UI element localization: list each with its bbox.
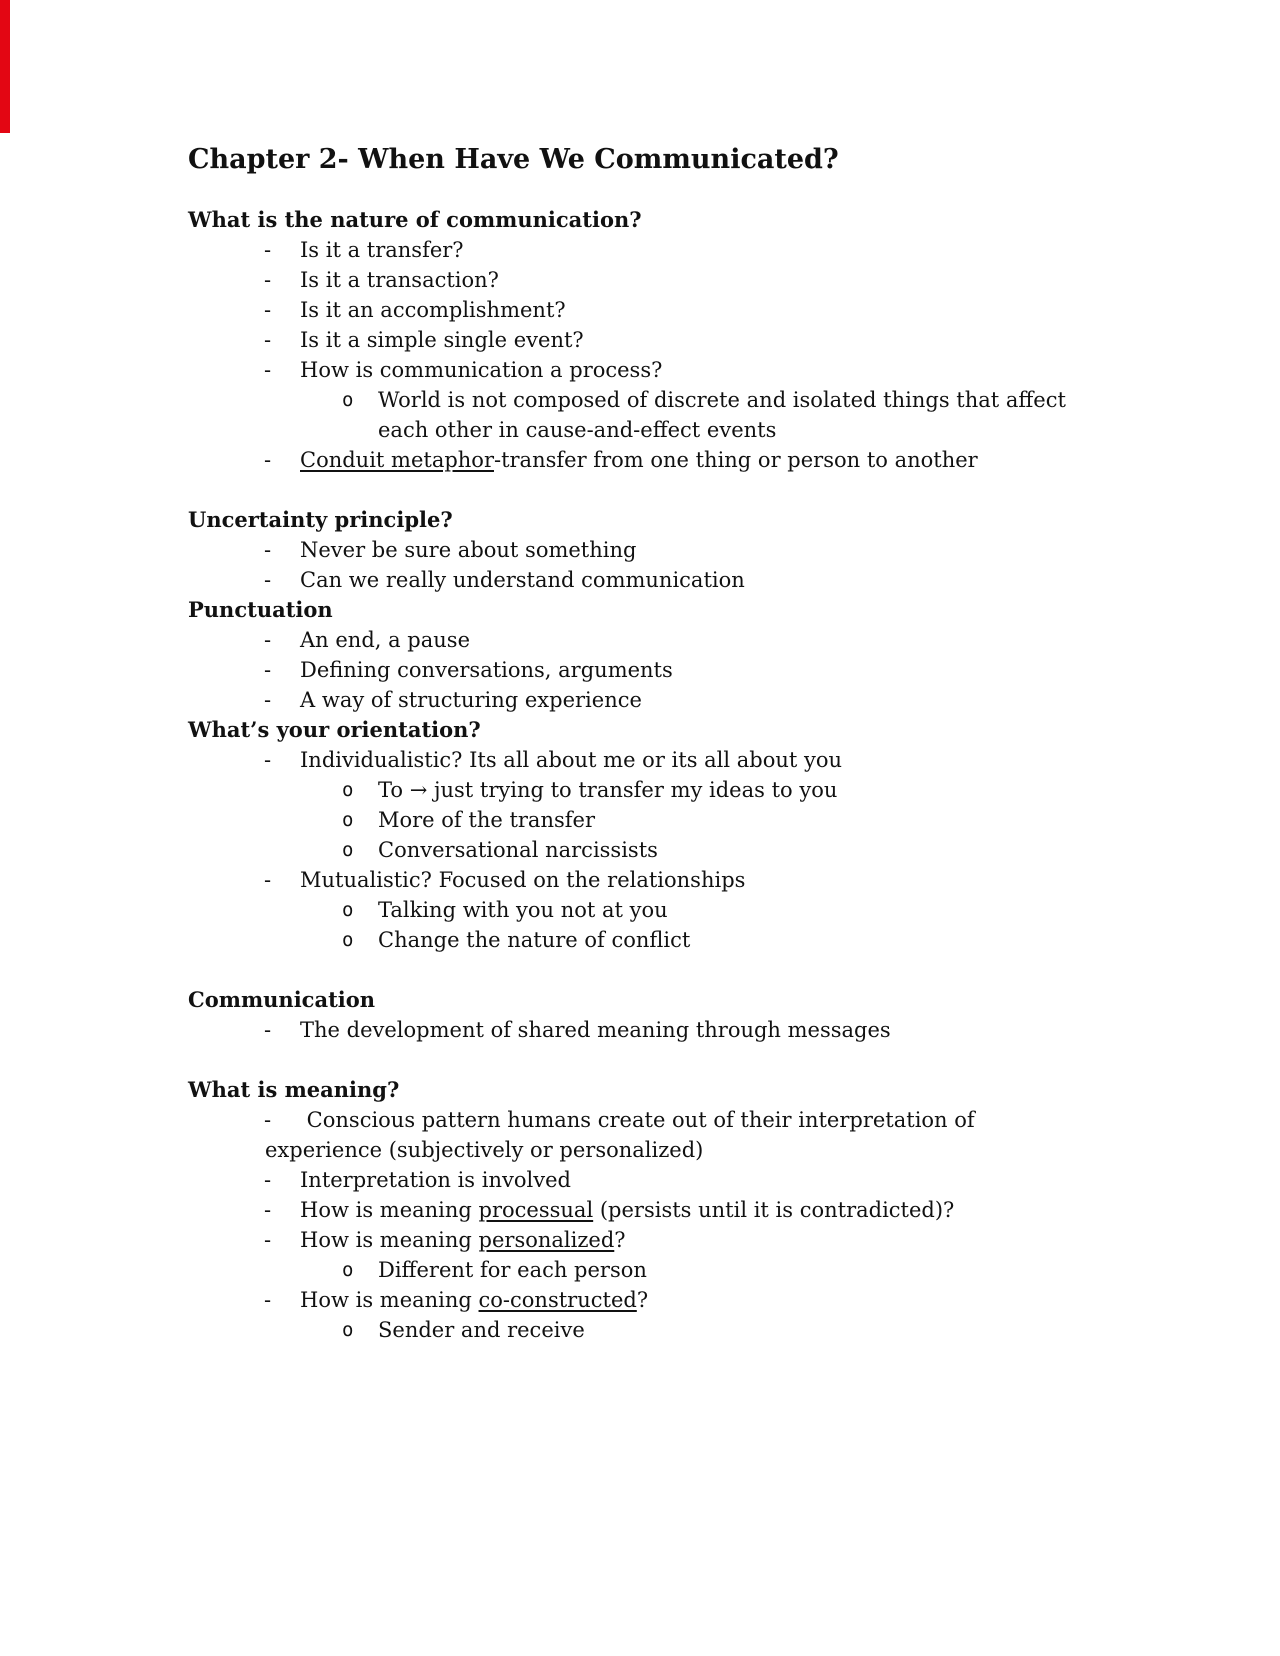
text-run: More of the transfer bbox=[378, 808, 595, 832]
text-run: Never be sure about something bbox=[300, 538, 637, 562]
sub-bullet-item bbox=[188, 1255, 1208, 1285]
text-run: Uncertainty principle? bbox=[188, 507, 453, 532]
blank-line bbox=[188, 475, 1208, 505]
text-run: Talking with you not at you bbox=[378, 898, 668, 922]
text-run: Conduit metaphor bbox=[300, 448, 494, 472]
o-bullet-marker: o bbox=[342, 839, 354, 861]
text-run: Individualistic? Its all about me or its all about you bbox=[300, 748, 843, 772]
o-bullet-marker: o bbox=[342, 1259, 354, 1281]
bullet-item bbox=[188, 1225, 1208, 1255]
dash-bullet-marker: - bbox=[264, 868, 272, 892]
text-run: processual bbox=[478, 1198, 594, 1222]
text-run: each other in cause-and-effect events bbox=[378, 418, 777, 442]
text-run: How is meaning bbox=[300, 1228, 479, 1252]
sub-bullet-item bbox=[188, 775, 1208, 805]
dash-bullet-marker: - bbox=[264, 688, 272, 712]
blank-line bbox=[188, 955, 1208, 985]
dash-bullet-marker: - bbox=[264, 568, 272, 592]
text-run: Interpretation is involved bbox=[300, 1168, 571, 1192]
bullet-item bbox=[188, 265, 1208, 295]
doc-title bbox=[188, 145, 1208, 175]
dash-bullet-marker: - bbox=[264, 448, 272, 472]
bullet-item bbox=[188, 535, 1208, 565]
blank-line bbox=[188, 175, 1208, 205]
text-run: personalized bbox=[478, 1228, 615, 1252]
dash-bullet-marker: - bbox=[264, 658, 272, 682]
text-run: What is the nature of communication? bbox=[188, 207, 642, 232]
sub-bullet-item bbox=[188, 835, 1208, 865]
bullet-item bbox=[188, 235, 1208, 265]
bullet-item bbox=[188, 865, 1208, 895]
bullet-item bbox=[188, 1015, 1208, 1045]
text-run: Sender and receive bbox=[378, 1318, 585, 1342]
bullet-item bbox=[188, 745, 1208, 775]
text-run: Mutualistic? Focused on the relationships bbox=[300, 868, 746, 892]
bullet-item bbox=[188, 1105, 1208, 1135]
text-run: Is it a transaction? bbox=[300, 268, 499, 292]
text-run: ? bbox=[636, 1288, 649, 1312]
text-run: Is it a transfer? bbox=[300, 238, 464, 262]
o-bullet-marker: o bbox=[342, 389, 354, 411]
text-run: Defining conversations, arguments bbox=[300, 658, 673, 682]
red-bookmark-ribbon bbox=[0, 0, 10, 133]
dash-bullet-marker: - bbox=[264, 1198, 272, 1222]
text-run: Change the nature of conflict bbox=[378, 928, 691, 952]
text-run: Punctuation bbox=[188, 597, 333, 622]
bullet-item bbox=[188, 655, 1208, 685]
text-run: How is meaning bbox=[300, 1198, 479, 1222]
dash-bullet-marker: - bbox=[264, 1288, 272, 1312]
text-run: experience (subjectively or personalized) bbox=[265, 1138, 704, 1162]
sub-bullet-item bbox=[188, 385, 1208, 415]
text-run: (persists until it is contradicted)? bbox=[593, 1198, 955, 1222]
dash-bullet-marker: - bbox=[264, 268, 272, 292]
continuation-line bbox=[188, 1135, 1208, 1165]
bullet-item bbox=[188, 1195, 1208, 1225]
section-heading bbox=[188, 595, 1208, 625]
bullet-item bbox=[188, 685, 1208, 715]
dash-bullet-marker: - bbox=[264, 1108, 272, 1132]
bullet-item bbox=[188, 565, 1208, 595]
dash-bullet-marker: - bbox=[264, 358, 272, 382]
sub-bullet-item bbox=[188, 805, 1208, 835]
text-run: The development of shared meaning through messages bbox=[300, 1018, 891, 1042]
section-heading bbox=[188, 1075, 1208, 1105]
bullet-item bbox=[188, 295, 1208, 325]
text-run: What’s your orientation? bbox=[188, 717, 481, 742]
text-run: Is it a simple single event? bbox=[300, 328, 584, 352]
dash-bullet-marker: - bbox=[264, 1168, 272, 1192]
dash-bullet-marker: - bbox=[264, 1228, 272, 1252]
text-run: Is it an accomplishment? bbox=[300, 298, 566, 322]
dash-bullet-marker: - bbox=[264, 238, 272, 262]
bullet-item bbox=[188, 355, 1208, 385]
section-heading bbox=[188, 505, 1208, 535]
bullet-item bbox=[188, 325, 1208, 355]
dash-bullet-marker: - bbox=[264, 538, 272, 562]
text-run: co-constructed bbox=[478, 1288, 637, 1312]
o-bullet-marker: o bbox=[342, 779, 354, 801]
text-run: What is meaning? bbox=[188, 1077, 400, 1102]
dash-bullet-marker: - bbox=[264, 748, 272, 772]
bullet-item bbox=[188, 1285, 1208, 1315]
bullet-item bbox=[188, 445, 1208, 475]
dash-bullet-marker: - bbox=[264, 328, 272, 352]
section-heading bbox=[188, 985, 1208, 1015]
section-heading bbox=[188, 205, 1208, 235]
dash-bullet-marker: - bbox=[264, 298, 272, 322]
bullet-item bbox=[188, 1165, 1208, 1195]
text-run: World is not composed of discrete and isolated things that affect bbox=[378, 388, 1066, 412]
text-run: How is meaning bbox=[300, 1288, 479, 1312]
blank-line bbox=[188, 1045, 1208, 1075]
text-run: ? bbox=[614, 1228, 626, 1252]
dash-bullet-marker: - bbox=[264, 1018, 272, 1042]
sub-bullet-item bbox=[188, 925, 1208, 955]
document-text bbox=[188, 145, 1208, 1345]
text-run: Communication bbox=[188, 987, 376, 1012]
bullet-item bbox=[188, 625, 1208, 655]
text-run: A way of structuring experience bbox=[300, 688, 642, 712]
text-run: Conversational narcissists bbox=[378, 838, 658, 862]
o-bullet-marker: o bbox=[342, 809, 354, 831]
text-run: An end, a pause bbox=[300, 628, 470, 652]
continuation-line bbox=[188, 415, 1208, 445]
o-bullet-marker: o bbox=[342, 899, 354, 921]
o-bullet-marker: o bbox=[342, 1319, 354, 1341]
text-run: Chapter 2- When Have We Communicated? bbox=[188, 144, 839, 175]
text-run: Can we really understand communication bbox=[300, 568, 745, 592]
text-run: Conscious pattern humans create out of their interpretation of bbox=[300, 1108, 975, 1132]
sub-bullet-item bbox=[188, 1315, 1208, 1345]
text-run: How is communication a process? bbox=[300, 358, 663, 382]
sub-bullet-item bbox=[188, 895, 1208, 925]
text-run: Different for each person bbox=[378, 1258, 647, 1282]
text-run: -transfer from one thing or person to another bbox=[493, 448, 978, 472]
o-bullet-marker: o bbox=[342, 929, 354, 951]
text-run: To → just trying to transfer my ideas to you bbox=[378, 778, 838, 802]
dash-bullet-marker: - bbox=[264, 628, 272, 652]
section-heading bbox=[188, 715, 1208, 745]
